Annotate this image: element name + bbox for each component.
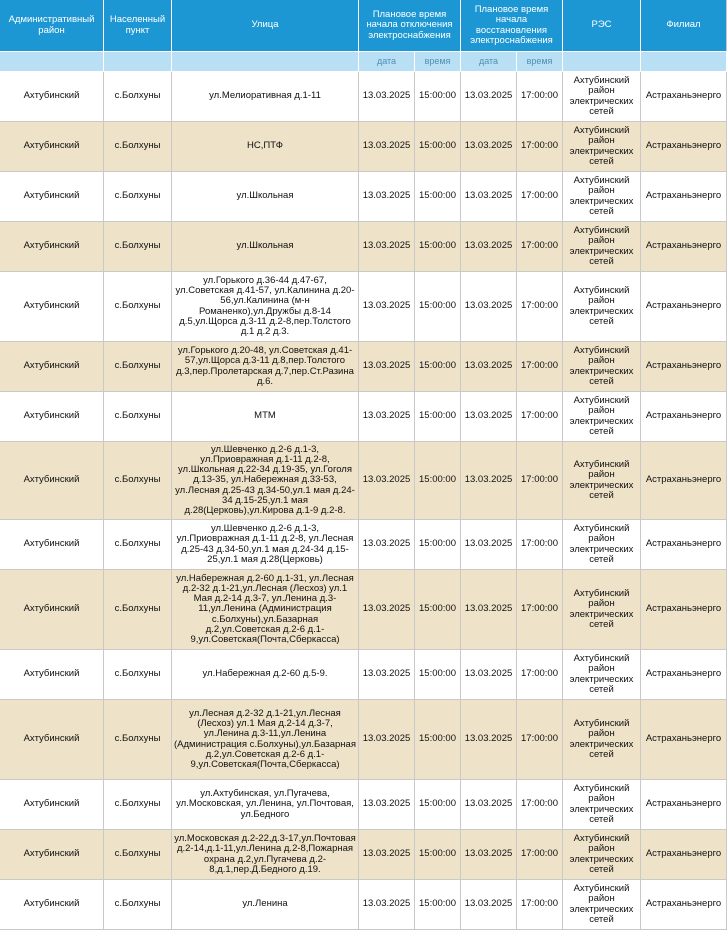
table-row xyxy=(0,72,727,122)
street-cell: ул.Набережная д.2-60 д.5-9. xyxy=(172,650,359,700)
branch-cell: Астраханьэнерго xyxy=(641,442,727,520)
start-date-cell: 13.03.2025 xyxy=(359,272,415,342)
branch-cell: Астраханьэнерго xyxy=(641,272,727,342)
subheader-empty xyxy=(563,52,641,72)
settlement-cell: с.Болхуны xyxy=(104,442,172,520)
settlement-cell: с.Болхуны xyxy=(104,172,172,222)
end-time-cell: 17:00:00 xyxy=(517,520,563,570)
district-cell: Ахтубинский xyxy=(0,830,104,880)
district-cell: Ахтубинский xyxy=(0,122,104,172)
end-date-cell: 13.03.2025 xyxy=(461,880,517,930)
end-date-cell: 13.03.2025 xyxy=(461,780,517,830)
branch-cell: Астраханьэнерго xyxy=(641,342,727,392)
start-date-cell: 13.03.2025 xyxy=(359,222,415,272)
district-cell: Ахтубинский xyxy=(0,650,104,700)
branch-cell: Астраханьэнерго xyxy=(641,780,727,830)
street-cell: ул.Горького д.36-44 д.47-67, ул.Советская д.41-57, ул.Калинина д.20-56,ул.Калинина (м-н Романенко),ул.Дружбы д.8-14 д.5,ул.Щорса д.3-11 д.2-8,пер.Толстого д.1 д.2 д.3. xyxy=(172,272,359,342)
start-date-cell: 13.03.2025 xyxy=(359,570,415,650)
start-date-cell: 13.03.2025 xyxy=(359,780,415,830)
header-settlement: Населенный пункт xyxy=(104,0,172,52)
start-date-cell: 13.03.2025 xyxy=(359,650,415,700)
start-time-cell: 15:00:00 xyxy=(415,570,461,650)
start-time-cell: 15:00:00 xyxy=(415,122,461,172)
header-district: Административный район xyxy=(0,0,104,52)
start-date-cell: 13.03.2025 xyxy=(359,830,415,880)
street-cell: ул.Ленина xyxy=(172,880,359,930)
table-row xyxy=(0,442,727,520)
branch-cell: Астраханьэнерго xyxy=(641,880,727,930)
start-date-cell: 13.03.2025 xyxy=(359,442,415,520)
district-cell: Ахтубинский xyxy=(0,780,104,830)
start-date-cell: 13.03.2025 xyxy=(359,700,415,780)
end-date-cell: 13.03.2025 xyxy=(461,442,517,520)
start-time-cell: 15:00:00 xyxy=(415,172,461,222)
end-date-cell: 13.03.2025 xyxy=(461,72,517,122)
end-date-cell: 13.03.2025 xyxy=(461,520,517,570)
start-date-cell: 13.03.2025 xyxy=(359,392,415,442)
street-cell: ул.Мелиоративная д.1-11 xyxy=(172,72,359,122)
end-date-cell: 13.03.2025 xyxy=(461,700,517,780)
start-time-cell: 15:00:00 xyxy=(415,780,461,830)
street-cell: МТМ xyxy=(172,392,359,442)
res-cell: Ахтубинский район электрических сетей xyxy=(563,442,641,520)
settlement-cell: с.Болхуны xyxy=(104,780,172,830)
table-row xyxy=(0,122,727,172)
settlement-cell: с.Болхуны xyxy=(104,880,172,930)
end-time-cell: 17:00:00 xyxy=(517,780,563,830)
end-time-cell: 17:00:00 xyxy=(517,880,563,930)
branch-cell: Астраханьэнерго xyxy=(641,172,727,222)
subheader-start-date: дата xyxy=(359,52,415,72)
header-res: РЭС xyxy=(563,0,641,52)
settlement-cell: с.Болхуны xyxy=(104,272,172,342)
settlement-cell: с.Болхуны xyxy=(104,830,172,880)
subheader-end-date: дата xyxy=(461,52,517,72)
subheader-empty xyxy=(172,52,359,72)
settlement-cell: с.Болхуны xyxy=(104,570,172,650)
district-cell: Ахтубинский xyxy=(0,520,104,570)
street-cell: НС,ПТФ xyxy=(172,122,359,172)
res-cell: Ахтубинский район электрических сетей xyxy=(563,700,641,780)
end-time-cell: 17:00:00 xyxy=(517,570,563,650)
start-time-cell: 15:00:00 xyxy=(415,880,461,930)
district-cell: Ахтубинский xyxy=(0,272,104,342)
table-row xyxy=(0,222,727,272)
start-time-cell: 15:00:00 xyxy=(415,392,461,442)
res-cell: Ахтубинский район электрических сетей xyxy=(563,172,641,222)
settlement-cell: с.Болхуны xyxy=(104,122,172,172)
start-time-cell: 15:00:00 xyxy=(415,442,461,520)
start-time-cell: 15:00:00 xyxy=(415,830,461,880)
subheader-empty xyxy=(104,52,172,72)
end-date-cell: 13.03.2025 xyxy=(461,342,517,392)
res-cell: Ахтубинский район электрических сетей xyxy=(563,122,641,172)
res-cell: Ахтубинский район электрических сетей xyxy=(563,222,641,272)
street-cell: ул.Ахтубинская, ул.Пугачева, ул.Московская, ул.Ленина, ул.Почтовая, ул.Бедного xyxy=(172,780,359,830)
branch-cell: Астраханьэнерго xyxy=(641,520,727,570)
branch-cell: Астраханьэнерго xyxy=(641,570,727,650)
branch-cell: Астраханьэнерго xyxy=(641,122,727,172)
end-date-cell: 13.03.2025 xyxy=(461,650,517,700)
table-row xyxy=(0,342,727,392)
end-date-cell: 13.03.2025 xyxy=(461,122,517,172)
start-time-cell: 15:00:00 xyxy=(415,700,461,780)
district-cell: Ахтубинский xyxy=(0,392,104,442)
street-cell: ул.Школьная xyxy=(172,172,359,222)
res-cell: Ахтубинский район электрических сетей xyxy=(563,520,641,570)
start-time-cell: 15:00:00 xyxy=(415,72,461,122)
end-time-cell: 17:00:00 xyxy=(517,650,563,700)
start-date-cell: 13.03.2025 xyxy=(359,122,415,172)
start-date-cell: 13.03.2025 xyxy=(359,520,415,570)
end-time-cell: 17:00:00 xyxy=(517,830,563,880)
settlement-cell: с.Болхуны xyxy=(104,650,172,700)
end-date-cell: 13.03.2025 xyxy=(461,570,517,650)
branch-cell: Астраханьэнерго xyxy=(641,700,727,780)
subheader-end-time: время xyxy=(517,52,563,72)
end-time-cell: 17:00:00 xyxy=(517,392,563,442)
settlement-cell: с.Болхуны xyxy=(104,342,172,392)
start-date-cell: 13.03.2025 xyxy=(359,72,415,122)
table-row xyxy=(0,700,727,780)
branch-cell: Астраханьэнерго xyxy=(641,222,727,272)
end-date-cell: 13.03.2025 xyxy=(461,830,517,880)
start-time-cell: 15:00:00 xyxy=(415,650,461,700)
end-date-cell: 13.03.2025 xyxy=(461,222,517,272)
res-cell: Ахтубинский район электрических сетей xyxy=(563,72,641,122)
res-cell: Ахтубинский район электрических сетей xyxy=(563,650,641,700)
table-row xyxy=(0,272,727,342)
header-street: Улица xyxy=(172,0,359,52)
street-cell: ул.Школьная xyxy=(172,222,359,272)
res-cell: Ахтубинский район электрических сетей xyxy=(563,392,641,442)
start-time-cell: 15:00:00 xyxy=(415,342,461,392)
branch-cell: Астраханьэнерго xyxy=(641,72,727,122)
res-cell: Ахтубинский район электрических сетей xyxy=(563,272,641,342)
res-cell: Ахтубинский район электрических сетей xyxy=(563,830,641,880)
subheader-start-time: время xyxy=(415,52,461,72)
end-time-cell: 17:00:00 xyxy=(517,272,563,342)
district-cell: Ахтубинский xyxy=(0,880,104,930)
table-row xyxy=(0,520,727,570)
district-cell: Ахтубинский xyxy=(0,172,104,222)
table-row xyxy=(0,780,727,830)
branch-cell: Астраханьэнерго xyxy=(641,830,727,880)
branch-cell: Астраханьэнерго xyxy=(641,650,727,700)
street-cell: ул.Московская д.2-22,д.3-17,ул.Почтовая д.2-14,д.1-11,ул.Ленина д.2-8,Пожарная охрана д.2,ул.Пугачева д.2-8,д.1,пер.Д.Бедного д.19. xyxy=(172,830,359,880)
settlement-cell: с.Болхуны xyxy=(104,222,172,272)
start-time-cell: 15:00:00 xyxy=(415,520,461,570)
start-date-cell: 13.03.2025 xyxy=(359,172,415,222)
settlement-cell: с.Болхуны xyxy=(104,392,172,442)
table-row xyxy=(0,830,727,880)
district-cell: Ахтубинский xyxy=(0,72,104,122)
table-row xyxy=(0,172,727,222)
table-row xyxy=(0,880,727,930)
end-time-cell: 17:00:00 xyxy=(517,442,563,520)
table-row xyxy=(0,392,727,442)
table-row xyxy=(0,570,727,650)
district-cell: Ахтубинский xyxy=(0,222,104,272)
start-time-cell: 15:00:00 xyxy=(415,222,461,272)
district-cell: Ахтубинский xyxy=(0,342,104,392)
street-cell: ул.Шевченко д.2-6 д.1-3, ул.Приовражная д.1-11 д.2-8, ул.Школьная д.22-34 д.19-35, ул.Гоголя д.13-35, ул.Набережная д.33-53, ул.Лесная д.25-43 д.34-50,ул.1 мая д.24-34 д.15-25,ул.1 мая д.28(Церковь),ул.Кирова д.1-9 д.2-8. xyxy=(172,442,359,520)
district-cell: Ахтубинский xyxy=(0,570,104,650)
start-date-cell: 13.03.2025 xyxy=(359,880,415,930)
res-cell: Ахтубинский район электрических сетей xyxy=(563,342,641,392)
settlement-cell: с.Болхуны xyxy=(104,72,172,122)
end-time-cell: 17:00:00 xyxy=(517,342,563,392)
street-cell: ул.Набережная д.2-60 д.1-31, ул.Лесная д.2-32 д.1-21,ул.Лесная (Лесхоз) ул.1 Мая д.2-14 д.3-7, ул.Ленина д.3-11,ул.Ленина (Администрация с.Болхуны),ул.Базарная д.2,ул.Советская д.2-6 д.1-9,ул.Советская(Почта,Сберкасса) xyxy=(172,570,359,650)
end-time-cell: 17:00:00 xyxy=(517,172,563,222)
table-row xyxy=(0,650,727,700)
start-date-cell: 13.03.2025 xyxy=(359,342,415,392)
settlement-cell: с.Болхуны xyxy=(104,520,172,570)
res-cell: Ахтубинский район электрических сетей xyxy=(563,780,641,830)
res-cell: Ахтубинский район электрических сетей xyxy=(563,880,641,930)
branch-cell: Астраханьэнерго xyxy=(641,392,727,442)
settlement-cell: с.Болхуны xyxy=(104,700,172,780)
start-time-cell: 15:00:00 xyxy=(415,272,461,342)
subheader-empty xyxy=(0,52,104,72)
end-time-cell: 17:00:00 xyxy=(517,122,563,172)
end-time-cell: 17:00:00 xyxy=(517,72,563,122)
subheader-empty xyxy=(641,52,727,72)
header-outage-start: Плановое время начала отключения электроснабжения xyxy=(359,0,461,52)
district-cell: Ахтубинский xyxy=(0,442,104,520)
header-restore-start: Плановое время начала восстановления электроснабжения xyxy=(461,0,563,52)
header-branch: Филиал xyxy=(641,0,727,52)
end-time-cell: 17:00:00 xyxy=(517,222,563,272)
res-cell: Ахтубинский район электрических сетей xyxy=(563,570,641,650)
district-cell: Ахтубинский xyxy=(0,700,104,780)
end-date-cell: 13.03.2025 xyxy=(461,172,517,222)
street-cell: ул.Горького д.20-48, ул.Советская д.41-57,ул.Щорса д.3-11 д.8,пер.Толстого д.3,пер.Пролетарская д.7,пер.Ст.Разина д.6. xyxy=(172,342,359,392)
end-date-cell: 13.03.2025 xyxy=(461,272,517,342)
end-time-cell: 17:00:00 xyxy=(517,700,563,780)
street-cell: ул.Лесная д.2-32 д.1-21,ул.Лесная (Лесхоз) ул.1 Мая д.2-14 д.3-7, ул.Ленина д.3-11,ул.Ленина (Администрация с.Болхуны),ул.Базарная д.2,ул.Советская д.2-6 д.1-9,ул.Советская(Почта,Сберкасса) xyxy=(172,700,359,780)
end-date-cell: 13.03.2025 xyxy=(461,392,517,442)
street-cell: ул.Шевченко д.2-6 д.1-3, ул.Приовражная д.1-11 д.2-8, ул.Лесная д.25-43 д.34-50,ул.1 мая д.24-34 д.15-25,ул.1 мая д.28(Церковь) xyxy=(172,520,359,570)
